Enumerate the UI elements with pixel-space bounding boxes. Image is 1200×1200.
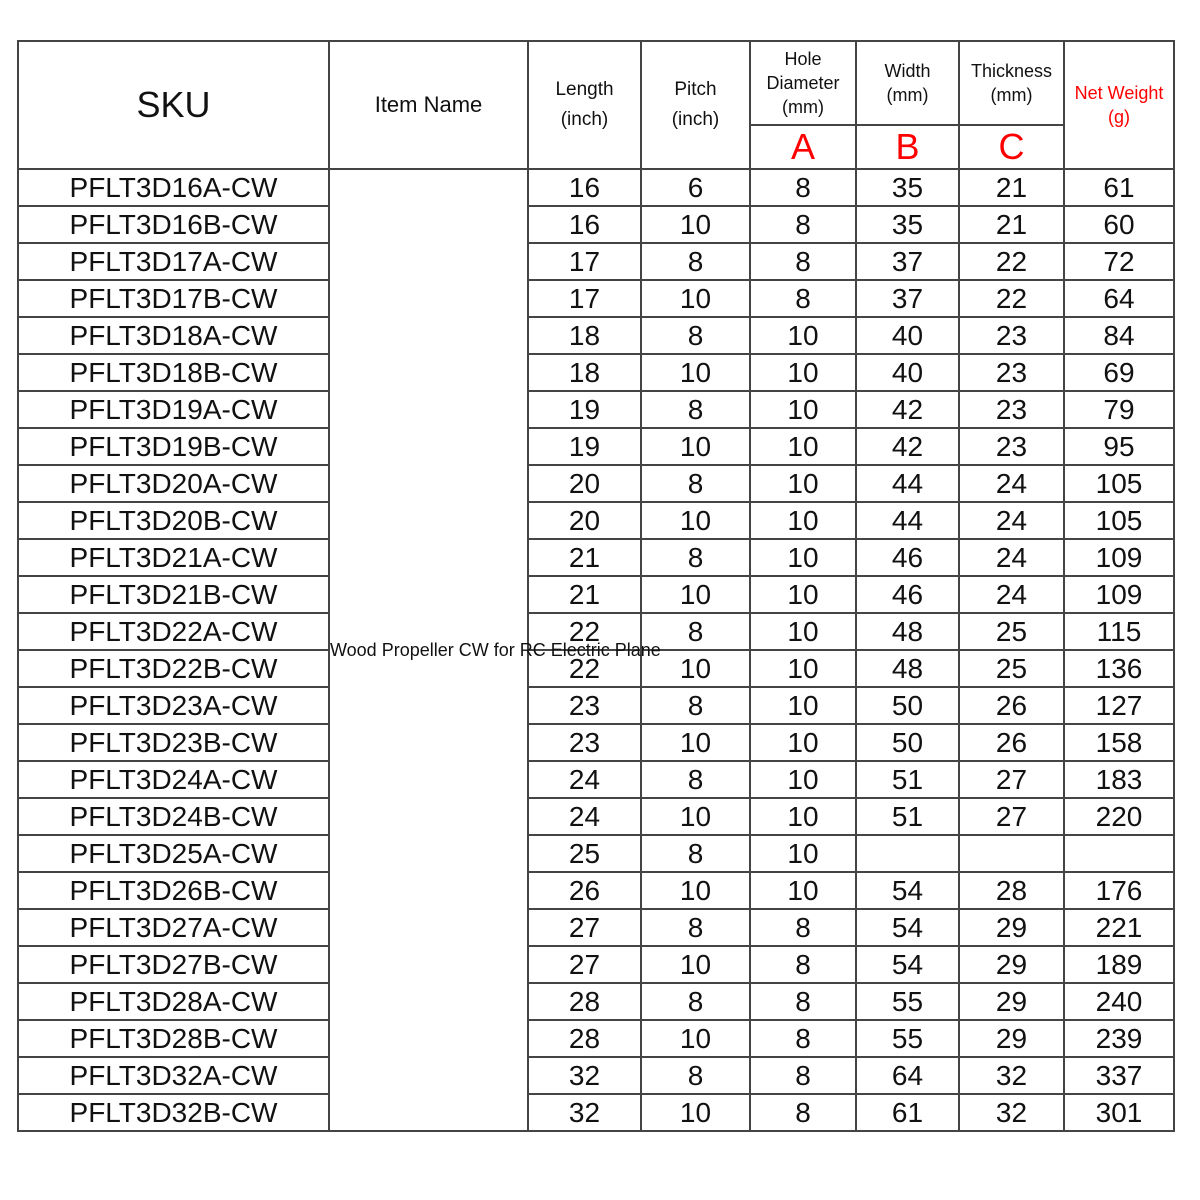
weight-cell: 109 <box>1064 539 1174 576</box>
width-cell: 37 <box>856 243 959 280</box>
hole-cell: 8 <box>750 946 856 983</box>
pitch-cell: 10 <box>641 428 750 465</box>
weight-cell: 105 <box>1064 465 1174 502</box>
pitch-cell: 8 <box>641 761 750 798</box>
pitch-cell: 10 <box>641 1020 750 1057</box>
length-cell: 23 <box>528 687 641 724</box>
weight-cell: 220 <box>1064 798 1174 835</box>
pitch-cell: 8 <box>641 687 750 724</box>
header-item-name: Item Name <box>329 41 528 169</box>
header-thickness-unit: (mm) <box>990 85 1033 105</box>
header-pitch-label: Pitch <box>674 79 717 100</box>
pitch-cell: 10 <box>641 798 750 835</box>
table-row <box>18 169 1174 206</box>
pitch-cell: 8 <box>641 391 750 428</box>
sku-cell: PFLT3D21B-CW <box>18 576 329 613</box>
hole-cell: 8 <box>750 1057 856 1094</box>
hole-cell: 10 <box>750 613 856 650</box>
length-cell: 16 <box>528 206 641 243</box>
length-cell: 16 <box>528 169 641 206</box>
header-pitch-unit: (inch) <box>671 109 720 130</box>
thickness-cell: 21 <box>959 169 1064 206</box>
thickness-cell: 22 <box>959 280 1064 317</box>
thickness-cell: 28 <box>959 872 1064 909</box>
length-cell: 23 <box>528 724 641 761</box>
header-net-weight <box>1064 41 1174 169</box>
length-cell: 24 <box>528 761 641 798</box>
width-cell: 35 <box>856 169 959 206</box>
sku-cell: PFLT3D19A-CW <box>18 391 329 428</box>
weight-cell: 158 <box>1064 724 1174 761</box>
length-cell: 20 <box>528 465 641 502</box>
pitch-cell: 8 <box>641 539 750 576</box>
weight-cell: 61 <box>1064 169 1174 206</box>
weight-cell: 95 <box>1064 428 1174 465</box>
width-cell: 48 <box>856 613 959 650</box>
thickness-cell: 23 <box>959 428 1064 465</box>
thickness-cell: 23 <box>959 317 1064 354</box>
hole-cell: 8 <box>750 169 856 206</box>
sku-cell: PFLT3D17B-CW <box>18 280 329 317</box>
thickness-cell: 24 <box>959 576 1064 613</box>
weight-cell: 136 <box>1064 650 1174 687</box>
width-cell: 42 <box>856 428 959 465</box>
length-cell: 27 <box>528 946 641 983</box>
pitch-cell: 10 <box>641 502 750 539</box>
sku-cell: PFLT3D18A-CW <box>18 317 329 354</box>
header-hole-label-2: Diameter <box>766 73 840 93</box>
length-cell: 21 <box>528 539 641 576</box>
table-row <box>18 687 1174 724</box>
thickness-cell: 32 <box>959 1057 1064 1094</box>
hole-cell: 10 <box>750 539 856 576</box>
weight-cell: 176 <box>1064 872 1174 909</box>
hole-cell: 10 <box>750 465 856 502</box>
weight-cell: 72 <box>1064 243 1174 280</box>
table-row <box>18 909 1174 946</box>
sku-cell: PFLT3D32A-CW <box>18 1057 329 1094</box>
hole-cell: 8 <box>750 1020 856 1057</box>
header-width-unit: (mm) <box>886 85 929 105</box>
width-cell: 51 <box>856 798 959 835</box>
table-row <box>18 354 1174 391</box>
hole-cell: 8 <box>750 1094 856 1131</box>
table-row <box>18 280 1174 317</box>
width-cell: 64 <box>856 1057 959 1094</box>
length-cell: 22 <box>528 613 641 650</box>
length-cell: 32 <box>528 1094 641 1131</box>
length-cell: 22 <box>528 650 641 687</box>
item-name-cell: Wood Propeller CW for RC Electric Plane <box>329 169 528 1131</box>
width-cell: 61 <box>856 1094 959 1131</box>
sku-cell: PFLT3D27A-CW <box>18 909 329 946</box>
length-cell: 17 <box>528 243 641 280</box>
hole-cell: 8 <box>750 983 856 1020</box>
weight-cell: 115 <box>1064 613 1174 650</box>
thickness-cell: 24 <box>959 539 1064 576</box>
hole-cell: 10 <box>750 798 856 835</box>
weight-cell: 79 <box>1064 391 1174 428</box>
pitch-cell: 8 <box>641 835 750 872</box>
hole-cell: 10 <box>750 354 856 391</box>
header-length-label: Length <box>555 79 614 100</box>
thickness-cell: 29 <box>959 946 1064 983</box>
length-cell: 19 <box>528 428 641 465</box>
pitch-cell: 10 <box>641 576 750 613</box>
thickness-cell: 26 <box>959 724 1064 761</box>
table-row <box>18 1020 1174 1057</box>
sku-cell: PFLT3D17A-CW <box>18 243 329 280</box>
length-cell: 18 <box>528 317 641 354</box>
length-cell: 27 <box>528 909 641 946</box>
header-weight-unit: (g) <box>1108 107 1130 127</box>
width-cell <box>856 835 959 872</box>
weight-cell: 183 <box>1064 761 1174 798</box>
sku-cell: PFLT3D27B-CW <box>18 946 329 983</box>
pitch-cell: 10 <box>641 354 750 391</box>
pitch-cell: 8 <box>641 613 750 650</box>
width-cell: 40 <box>856 317 959 354</box>
table-row <box>18 391 1174 428</box>
header-length-unit: (inch) <box>560 109 609 130</box>
propeller-spec-table <box>17 40 1175 1132</box>
weight-cell: 240 <box>1064 983 1174 1020</box>
table-row <box>18 983 1174 1020</box>
pitch-cell: 8 <box>641 465 750 502</box>
header-sku: SKU <box>18 41 329 169</box>
table-row <box>18 946 1174 983</box>
weight-cell: 127 <box>1064 687 1174 724</box>
weight-cell <box>1064 835 1174 872</box>
table-row <box>18 576 1174 613</box>
width-cell: 44 <box>856 465 959 502</box>
weight-cell: 109 <box>1064 576 1174 613</box>
header-letter-a: A <box>750 125 856 169</box>
sku-cell: PFLT3D16A-CW <box>18 169 329 206</box>
width-cell: 50 <box>856 724 959 761</box>
sku-cell: PFLT3D19B-CW <box>18 428 329 465</box>
length-cell: 17 <box>528 280 641 317</box>
width-cell: 55 <box>856 1020 959 1057</box>
thickness-cell: 23 <box>959 354 1064 391</box>
thickness-cell: 23 <box>959 391 1064 428</box>
width-cell: 48 <box>856 650 959 687</box>
length-cell: 24 <box>528 798 641 835</box>
sku-cell: PFLT3D22B-CW <box>18 650 329 687</box>
table-body <box>18 169 1174 1131</box>
sku-cell: PFLT3D28A-CW <box>18 983 329 1020</box>
width-cell: 40 <box>856 354 959 391</box>
width-cell: 46 <box>856 576 959 613</box>
table-row <box>18 206 1174 243</box>
table-row <box>18 428 1174 465</box>
width-cell: 44 <box>856 502 959 539</box>
table-header <box>18 41 1174 169</box>
thickness-cell: 29 <box>959 909 1064 946</box>
weight-cell: 337 <box>1064 1057 1174 1094</box>
sku-cell: PFLT3D21A-CW <box>18 539 329 576</box>
table-row <box>18 539 1174 576</box>
pitch-cell: 10 <box>641 872 750 909</box>
hole-cell: 10 <box>750 428 856 465</box>
sku-cell: PFLT3D18B-CW <box>18 354 329 391</box>
weight-cell: 189 <box>1064 946 1174 983</box>
header-weight-label: Net Weight <box>1074 83 1164 103</box>
header-letter-c: C <box>959 125 1064 169</box>
table-row <box>18 872 1174 909</box>
thickness-cell: 22 <box>959 243 1064 280</box>
table-row <box>18 317 1174 354</box>
header-thickness <box>959 41 1064 125</box>
thickness-cell: 32 <box>959 1094 1064 1131</box>
width-cell: 54 <box>856 909 959 946</box>
thickness-cell: 25 <box>959 650 1064 687</box>
table-row <box>18 502 1174 539</box>
sku-cell: PFLT3D28B-CW <box>18 1020 329 1057</box>
header-letter-b: B <box>856 125 959 169</box>
hole-cell: 10 <box>750 835 856 872</box>
thickness-cell: 27 <box>959 798 1064 835</box>
width-cell: 51 <box>856 761 959 798</box>
pitch-cell: 6 <box>641 169 750 206</box>
hole-cell: 10 <box>750 872 856 909</box>
weight-cell: 239 <box>1064 1020 1174 1057</box>
pitch-cell: 8 <box>641 317 750 354</box>
pitch-cell: 10 <box>641 1094 750 1131</box>
thickness-cell <box>959 835 1064 872</box>
header-length <box>528 41 641 169</box>
width-cell: 54 <box>856 946 959 983</box>
hole-cell: 8 <box>750 206 856 243</box>
table-row <box>18 761 1174 798</box>
table-row <box>18 650 1174 687</box>
length-cell: 18 <box>528 354 641 391</box>
weight-cell: 105 <box>1064 502 1174 539</box>
thickness-cell: 26 <box>959 687 1064 724</box>
weight-cell: 64 <box>1064 280 1174 317</box>
hole-cell: 10 <box>750 724 856 761</box>
width-cell: 35 <box>856 206 959 243</box>
thickness-cell: 29 <box>959 983 1064 1020</box>
weight-cell: 69 <box>1064 354 1174 391</box>
header-hole-label-1: Hole <box>784 49 822 69</box>
width-cell: 42 <box>856 391 959 428</box>
width-cell: 46 <box>856 539 959 576</box>
thickness-cell: 24 <box>959 465 1064 502</box>
pitch-cell: 10 <box>641 946 750 983</box>
header-width <box>856 41 959 125</box>
weight-cell: 301 <box>1064 1094 1174 1131</box>
table-row <box>18 243 1174 280</box>
header-hole-unit: (mm) <box>782 97 824 117</box>
table-row <box>18 1094 1174 1131</box>
pitch-cell: 10 <box>641 650 750 687</box>
length-cell: 25 <box>528 835 641 872</box>
pitch-cell: 8 <box>641 1057 750 1094</box>
length-cell: 28 <box>528 983 641 1020</box>
hole-cell: 10 <box>750 761 856 798</box>
sku-cell: PFLT3D26B-CW <box>18 872 329 909</box>
sku-cell: PFLT3D32B-CW <box>18 1094 329 1131</box>
sku-cell: PFLT3D24B-CW <box>18 798 329 835</box>
hole-cell: 10 <box>750 391 856 428</box>
table-row <box>18 724 1174 761</box>
sku-cell: PFLT3D22A-CW <box>18 613 329 650</box>
sku-cell: PFLT3D23A-CW <box>18 687 329 724</box>
sku-cell: PFLT3D16B-CW <box>18 206 329 243</box>
pitch-cell: 8 <box>641 983 750 1020</box>
width-cell: 55 <box>856 983 959 1020</box>
hole-cell: 10 <box>750 317 856 354</box>
pitch-cell: 10 <box>641 206 750 243</box>
thickness-cell: 25 <box>959 613 1064 650</box>
thickness-cell: 21 <box>959 206 1064 243</box>
pitch-cell: 8 <box>641 909 750 946</box>
hole-cell: 8 <box>750 280 856 317</box>
pitch-cell: 10 <box>641 724 750 761</box>
hole-cell: 8 <box>750 243 856 280</box>
length-cell: 28 <box>528 1020 641 1057</box>
header-hole-diameter <box>750 41 856 125</box>
hole-cell: 8 <box>750 909 856 946</box>
weight-cell: 221 <box>1064 909 1174 946</box>
weight-cell: 84 <box>1064 317 1174 354</box>
pitch-cell: 10 <box>641 280 750 317</box>
header-width-label: Width <box>884 61 931 81</box>
thickness-cell: 29 <box>959 1020 1064 1057</box>
header-thickness-label: Thickness <box>970 61 1053 81</box>
header-pitch <box>641 41 750 169</box>
width-cell: 54 <box>856 872 959 909</box>
pitch-cell: 8 <box>641 243 750 280</box>
width-cell: 37 <box>856 280 959 317</box>
sku-cell: PFLT3D24A-CW <box>18 761 329 798</box>
table-row <box>18 465 1174 502</box>
table-row <box>18 835 1174 872</box>
hole-cell: 10 <box>750 650 856 687</box>
length-cell: 19 <box>528 391 641 428</box>
length-cell: 32 <box>528 1057 641 1094</box>
sku-cell: PFLT3D25A-CW <box>18 835 329 872</box>
hole-cell: 10 <box>750 687 856 724</box>
weight-cell: 60 <box>1064 206 1174 243</box>
width-cell: 50 <box>856 687 959 724</box>
thickness-cell: 24 <box>959 502 1064 539</box>
sku-cell: PFLT3D23B-CW <box>18 724 329 761</box>
length-cell: 20 <box>528 502 641 539</box>
length-cell: 21 <box>528 576 641 613</box>
table-row <box>18 1057 1174 1094</box>
length-cell: 26 <box>528 872 641 909</box>
sku-cell: PFLT3D20B-CW <box>18 502 329 539</box>
table-row <box>18 613 1174 650</box>
thickness-cell: 27 <box>959 761 1064 798</box>
sku-cell: PFLT3D20A-CW <box>18 465 329 502</box>
hole-cell: 10 <box>750 576 856 613</box>
table-row <box>18 798 1174 835</box>
hole-cell: 10 <box>750 502 856 539</box>
